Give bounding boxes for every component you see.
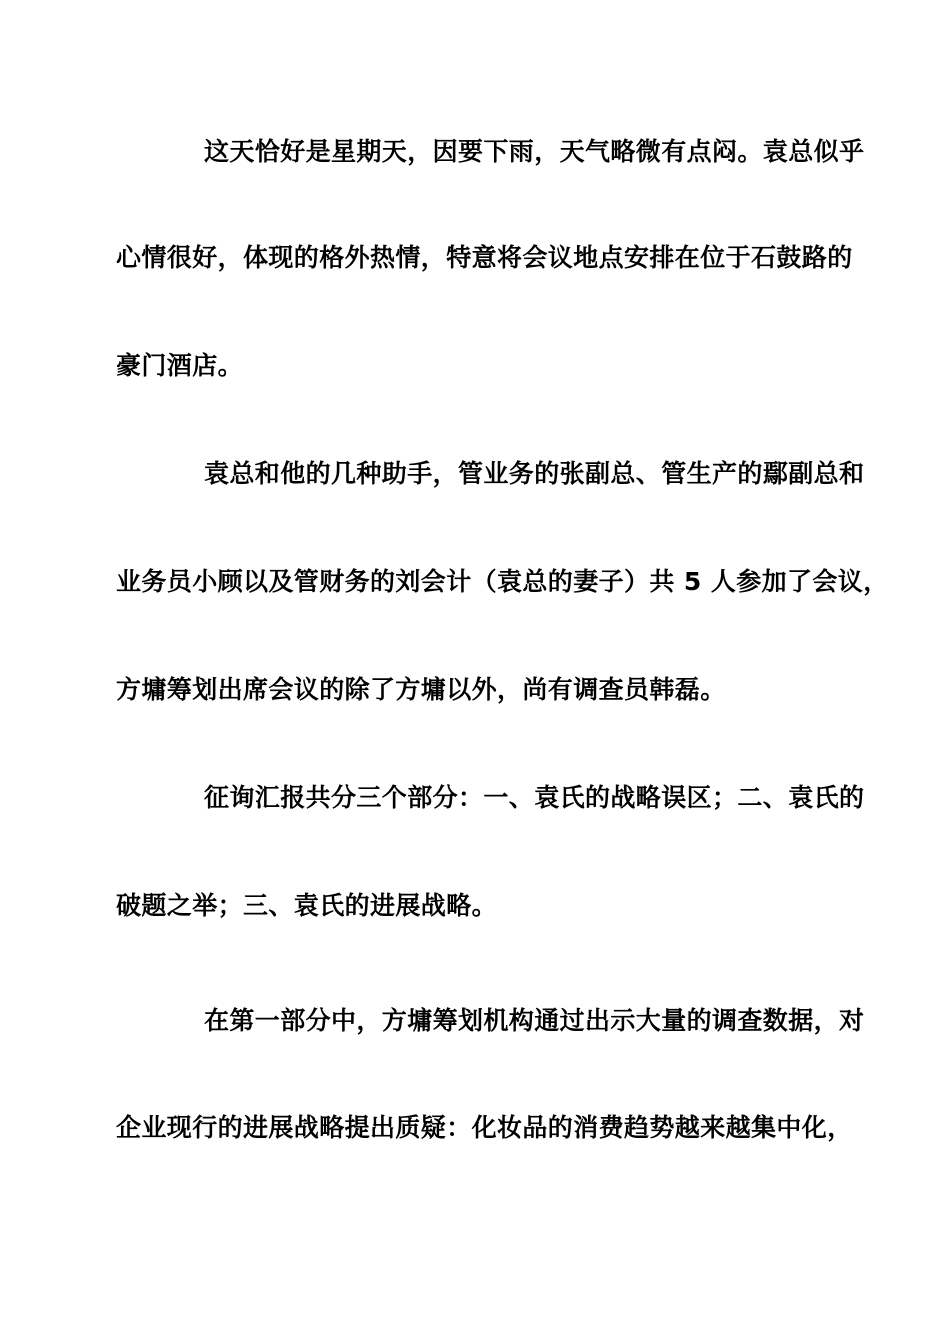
paragraph-2-line-2: 业务员小顾以及管财务的刘会计（袁总的妻子）共 5 人参加了会议， [116, 567, 889, 596]
paragraph-4-line-1: 在第一部分中，方墉筹划机构通过出示大量的调查数据，对 [204, 1006, 865, 1035]
paragraph-1-line-1: 这天恰好是星期天，因要下雨，天气略微有点闷。袁总似乎 [204, 137, 865, 166]
paragraph-1-line-3: 豪门酒店。 [116, 351, 244, 380]
paragraph-1-line-2: 心情很好，体现的格外热情，特意将会议地点安排在位于石鼓路的 [116, 243, 853, 272]
paragraph-3-line-1: 征询汇报共分三个部分：一、袁氏的战略误区；二、袁氏的 [204, 783, 865, 812]
paragraph-3-line-2: 破题之举；三、袁氏的进展战略。 [116, 891, 498, 920]
paragraph-2-line-3: 方墉筹划出席会议的除了方墉以外，尚有调查员韩磊。 [116, 675, 726, 704]
paragraph-4-line-2: 企业现行的进展战略提出质疑：化妆品的消费趋势越来越集中化， [116, 1113, 853, 1142]
paragraph-2-line-1: 袁总和他的几种助手，管业务的张副总、管生产的鄢副总和 [204, 459, 865, 488]
